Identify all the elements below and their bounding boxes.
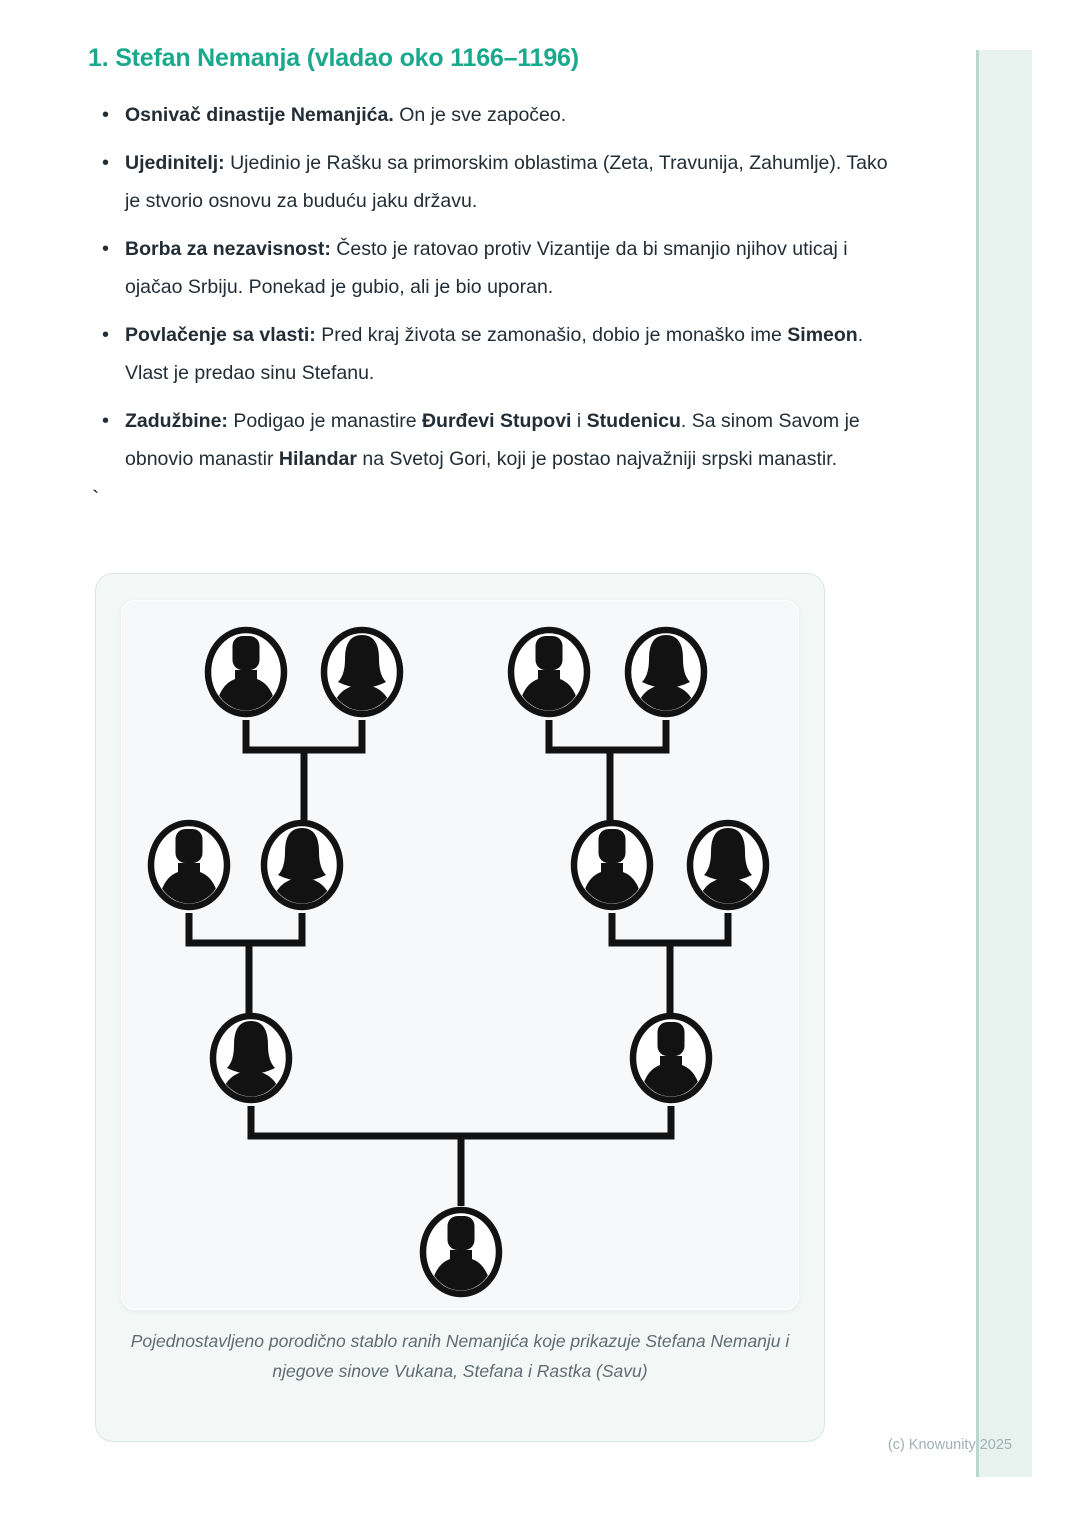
tree-connector-gen3: [251, 1106, 671, 1206]
bullet-item: • Ujedinitelj: Ujedinio je Rašku sa primorskim oblastima (Zeta, Travunija, Zahumlje). Tako je stvorio osnovu za buduću jaku državu.: [88, 144, 900, 220]
bullet-item: • Zadužbine: Podigao je manastire Đurđevi Stupovi i Studenicu. Sa sinom Savom je obnovio manastir Hilandar na Svetoj Gori, koji je postao najvažniji srpski manastir.: [88, 402, 900, 478]
bullet-item: • Povlačenje sa vlasti: Pred kraj života se zamonašio, dobio je monaško ime Simeon. Vlast je predao sinu Stefanu.: [88, 316, 900, 392]
figure-caption: Pojednostavljeno porodično stablo ranih Nemanjića koje prikazuje Stefana Nemanju i njegove sinove Vukana, Stefana i Rastka (Savu): [130, 1331, 790, 1381]
person-male-icon: [574, 823, 650, 911]
person-female-icon: [264, 823, 340, 911]
family-tree-image: [121, 600, 799, 1310]
tree-connector-gen2-right: [612, 913, 728, 1014]
tree-connector-gen1-left: [246, 720, 362, 821]
person-female-icon: [690, 823, 766, 911]
family-tree-card: [95, 573, 825, 1442]
person-female-icon: [324, 630, 400, 718]
person-male-icon: [151, 823, 227, 911]
person-male-icon: [511, 630, 587, 718]
person-female-icon: [628, 630, 704, 718]
bullet-item: • Osnivač dinastije Nemanjića. On je sve započeo.: [88, 96, 900, 134]
bullet-item: • Borba za nezavisnost: Često je ratovao protiv Vizantije da bi smanjio njihov uticaj i ojačao Srbiju. Ponekad je gubio, ali je bio uporan.: [88, 230, 900, 306]
person-male-icon: [208, 630, 284, 718]
page-title: 1. Stefan Nemanja (vladao oko 1166–1196): [88, 44, 579, 72]
stray-backtick: `: [92, 486, 100, 511]
person-male-icon: [633, 1016, 709, 1104]
tree-connector-gen2-left: [189, 913, 302, 1014]
person-female-icon: [213, 1016, 289, 1104]
bullet-list: [88, 96, 900, 488]
right-accent-bar: [976, 50, 1032, 1477]
tree-connector-gen1-right: [549, 720, 666, 821]
copyright-watermark: (c) Knowunity 2025: [887, 1437, 1012, 1453]
person-male-icon: [423, 1210, 499, 1298]
